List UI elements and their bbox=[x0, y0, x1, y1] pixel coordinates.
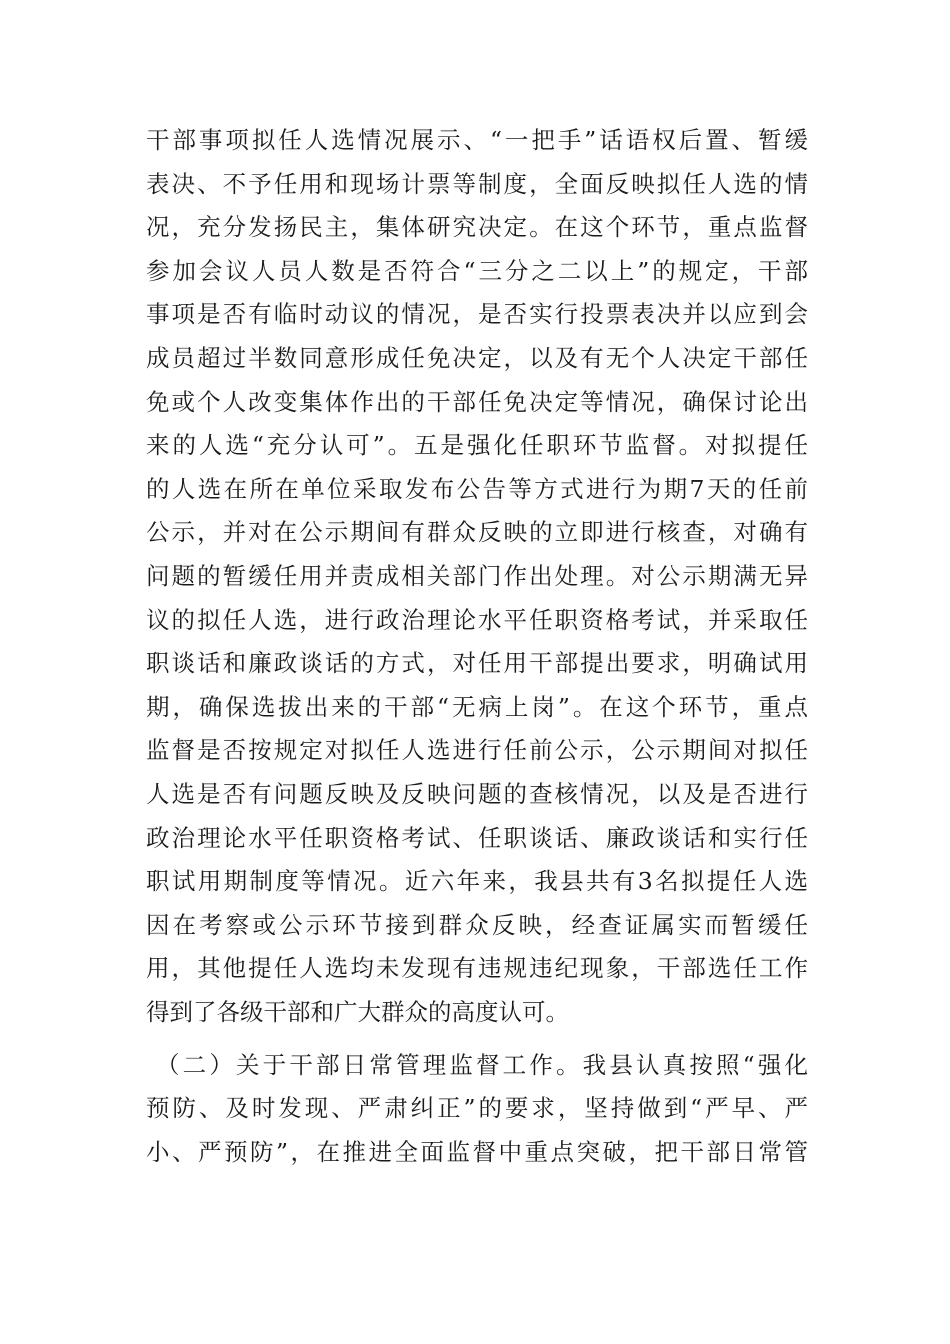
text-line: 预防、及时发现、严肃纠正”的要求，坚持做到“严早、严 bbox=[146, 1094, 808, 1122]
text-line: 事项是否有临时动议的情况，是否实行投票表决并以应到会 bbox=[146, 300, 808, 328]
text-line: 干部事项拟任人选情况展示、“一把手”话语权后置、暂缓 bbox=[146, 126, 808, 154]
text-line: 来的人选“充分认可”。五是强化任职环节监督。对拟提任 bbox=[146, 431, 808, 459]
text-line: 况，充分发扬民主，集体研究决定。在这个环节，重点监督 bbox=[146, 213, 808, 241]
text-line: 监督是否按规定对拟任人选进行任前公示，公示期间对拟任 bbox=[146, 736, 808, 764]
text-line: 人选是否有问题反映及反映问题的查核情况，以及是否进行 bbox=[146, 780, 808, 808]
text-line: 职试用期制度等情况。近六年来，我县共有3名拟提任人选 bbox=[146, 867, 808, 895]
text-line: 小、严预防”，在推进全面监督中重点突破，把干部日常管 bbox=[146, 1138, 808, 1166]
text-line: 期，确保选拔出来的干部“无病上岗”。在这个环节，重点 bbox=[146, 693, 808, 721]
text-line: 政治理论水平任职资格考试、任职谈话、廉政谈话和实行任 bbox=[146, 824, 808, 852]
text-line: 免或个人改变集体作出的干部任免决定等情况，确保讨论出 bbox=[146, 388, 808, 416]
text-line: 的人选在所在单位采取发布公告等方式进行为期7天的任前 bbox=[146, 475, 808, 503]
text-line: 职谈话和廉政谈话的方式，对任用干部提出要求，明确试用 bbox=[146, 649, 808, 677]
text-line: 参加会议人员人数是否符合“三分之二以上”的规定，干部 bbox=[146, 257, 808, 285]
text-line: 因在考察或公示环节接到群众反映，经查证属实而暂缓任 bbox=[146, 911, 808, 939]
text-line: 用，其他提任人选均未发现有违规违纪现象，干部选任工作 bbox=[146, 954, 808, 982]
text-line: 表决、不予任用和现场计票等制度，全面反映拟任人选的情 bbox=[146, 170, 808, 198]
section-heading-line: （二）关于干部日常管理监督工作。我县认真按照“强化 bbox=[156, 1051, 808, 1079]
text-line: 议的拟任人选，进行政治理论水平任职资格考试，并采取任 bbox=[146, 606, 808, 634]
text-line: 问题的暂缓任用并责成相关部门作出处理。对公示期满无异 bbox=[146, 562, 808, 590]
text-line: 得到了各级干部和广大群众的高度认可。 bbox=[146, 998, 569, 1026]
text-line: 成员超过半数同意形成任免决定，以及有无个人决定干部任 bbox=[146, 344, 808, 372]
text-line: 公示，并对在公示期间有群众反映的立即进行核查，对确有 bbox=[146, 518, 808, 546]
